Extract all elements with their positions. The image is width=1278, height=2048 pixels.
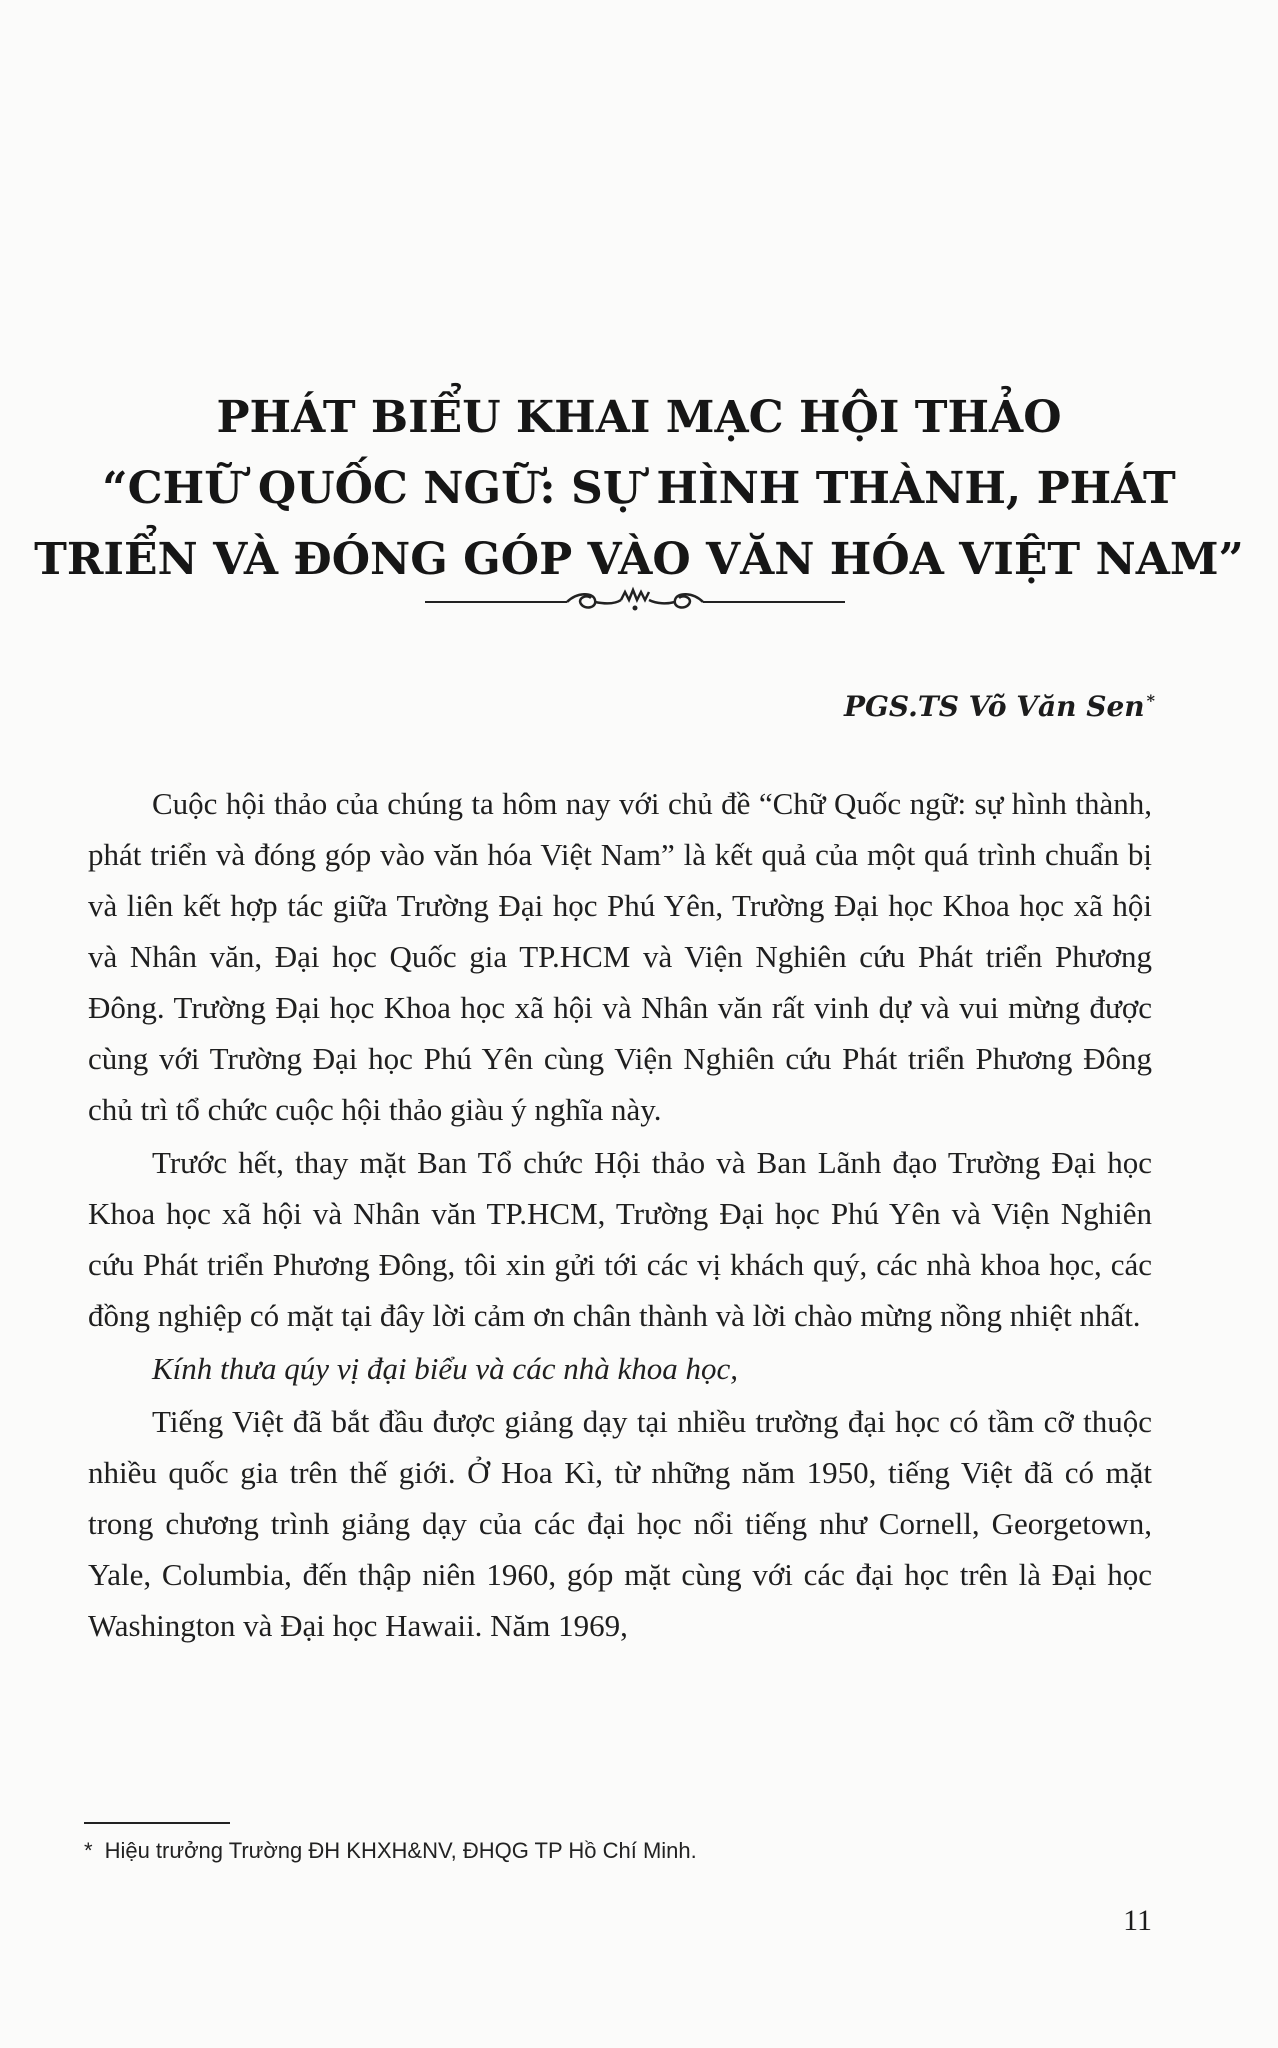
page-number: 11 <box>1123 1904 1152 1937</box>
paragraph-2: Trước hết, thay mặt Ban Tổ chức Hội thảo và Ban Lãnh đạo Trường Đại học Khoa học xã hội và Nhân văn TP.HCM, Trường Đại học Phú Yên và Viện Nghiên cứu Phát triển Phương Đông, tôi xin gửi tới các vị khách quý, các nhà khoa học, các đồng nghiệp có mặt tại đây lời cảm ơn chân thành và lời chào mừng nồng nhiệt nhất. <box>88 1145 1152 1333</box>
footnote-text: Hiệu trưởng Trường ĐH KHXH&NV, ĐHQG TP Hồ Chí Minh. <box>104 1838 697 1863</box>
paragraph-3: Tiếng Việt đã bắt đầu được giảng dạy tại nhiều trường đại học có tầm cỡ thuộc nhiều quốc gia trên thế giới. Ở Hoa Kì, từ những năm 1950, tiếng Việt đã có mặt trong chương trình giảng dạy của các đại học nổi tiếng như Cornell, Georgetown, Yale, Columbia, đến thập niên 1960, góp mặt cùng với các đại học trên là Đại học Washington và Đại học Hawaii. Năm 1969, <box>88 1404 1152 1643</box>
footnote-rule <box>84 1822 230 1824</box>
title-line-2: “CHỮ QUỐC NGỮ: SỰ HÌNH THÀNH, PHÁT <box>102 463 1176 514</box>
footnote <box>84 1838 697 1864</box>
author-name: PGS.TS Võ Văn Sen <box>843 690 1145 723</box>
author-footnote-mark: * <box>1146 690 1155 710</box>
page-title <box>0 382 1278 595</box>
footnote-mark: * <box>84 1838 93 1863</box>
author-line <box>844 690 1155 723</box>
title-line-3: TRIỂN VÀ ĐÓNG GÓP VÀO VĂN HÓA VIỆT NAM” <box>34 534 1244 585</box>
paragraph-1: Cuộc hội thảo của chúng ta hôm nay với chủ đề “Chữ Quốc ngữ: sự hình thành, phát triển và đóng góp vào văn hóa Việt Nam” là kết quả của một quá trình chuẩn bị và liên kết hợp tác giữa Trường Đại học Phú Yên, Trường Đại học Khoa học xã hội và Nhân văn, Đại học Quốc gia TP.HCM và Viện Nghiên cứu Phát triển Phương Đông. Trường Đại học Khoa học xã hội và Nhân văn rất vinh dự và vui mừng được cùng với Trường Đại học Phú Yên cùng Viện Nghiên cứu Phát triển Phương Đông chủ trì tổ chức cuộc hội thảo giàu ý nghĩa này. <box>88 786 1152 1127</box>
body-text <box>88 778 1152 1651</box>
salutation: Kính thưa qúy vị đại biểu và các nhà khoa học, <box>152 1351 738 1386</box>
title-line-1: PHÁT BIỂU KHAI MẠC HỘI THẢO <box>216 392 1062 443</box>
title-ornament-divider <box>425 578 845 626</box>
